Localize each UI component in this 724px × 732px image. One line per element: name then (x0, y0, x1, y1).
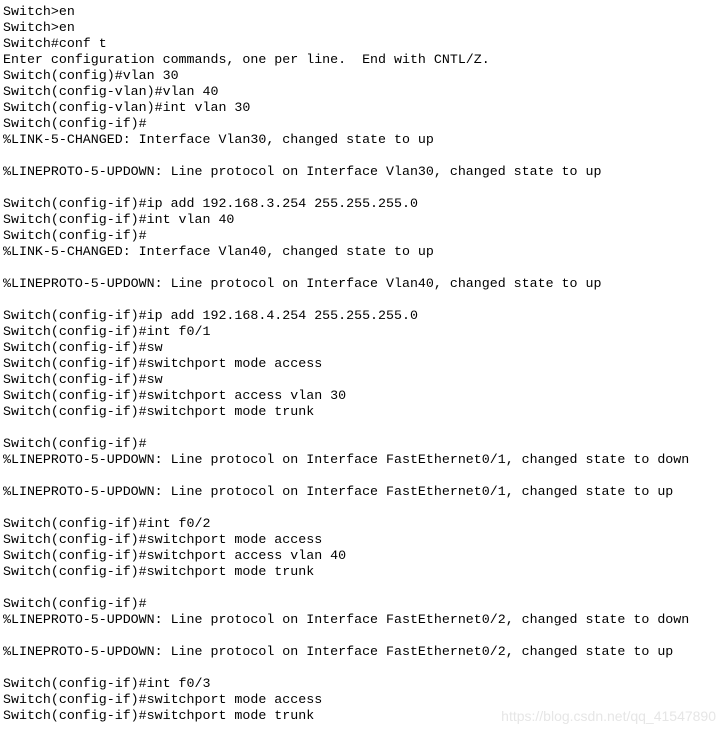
terminal-line: Switch(config-vlan)#int vlan 30 (3, 100, 251, 115)
terminal-line: Switch(config-if)#switchport access vlan 30 (3, 388, 347, 403)
watermark-url: https://blog.csdn.net/qq_41547890 (501, 708, 716, 724)
terminal-line (3, 660, 689, 676)
terminal-line: Switch(config-if)# (3, 228, 147, 243)
terminal-line (3, 500, 689, 516)
terminal-line: Switch(config-if)#switchport mode access (3, 692, 323, 707)
terminal-line: Switch(config-if)#switchport mode trunk (3, 404, 315, 419)
terminal-line: %LINK-5-CHANGED: Interface Vlan30, changed state to up (3, 132, 434, 147)
terminal-line: Switch(config-if)#int vlan 40 (3, 212, 235, 227)
terminal-line (3, 180, 689, 196)
terminal-line: %LINEPROTO-5-UPDOWN: Line protocol on Interface FastEthernet0/2, changed state to up (3, 644, 674, 659)
terminal-line: Switch>en (3, 20, 75, 35)
terminal-line: %LINK-5-CHANGED: Interface Vlan40, changed state to up (3, 244, 434, 259)
terminal-line: Switch#conf t (3, 36, 107, 51)
terminal-line: %LINEPROTO-5-UPDOWN: Line protocol on Interface Vlan30, changed state to up (3, 164, 602, 179)
terminal-line: Switch(config-if)#int f0/1 (3, 324, 211, 339)
terminal-line: Switch(config-if)# (3, 116, 147, 131)
terminal-line: Switch(config)#vlan 30 (3, 68, 179, 83)
terminal-line: Switch(config-if)#int f0/2 (3, 516, 211, 531)
terminal-line: Switch(config-if)# (3, 436, 147, 451)
terminal-line (3, 148, 689, 164)
terminal-line: Switch(config-if)#ip add 192.168.3.254 255.255.255.0 (3, 196, 418, 211)
terminal-line: Switch(config-if)#sw (3, 340, 163, 355)
terminal-line: Switch(config-if)#switchport access vlan 40 (3, 548, 347, 563)
terminal-line: %LINEPROTO-5-UPDOWN: Line protocol on Interface FastEthernet0/1, changed state to down (3, 452, 690, 467)
terminal-line: Switch(config-if)#int f0/3 (3, 676, 211, 691)
terminal-line: %LINEPROTO-5-UPDOWN: Line protocol on Interface FastEthernet0/1, changed state to up (3, 484, 674, 499)
terminal-line: Switch(config-if)#switchport mode access (3, 356, 323, 371)
terminal-line: Switch(config-if)#switchport mode access (3, 532, 323, 547)
terminal-line (3, 628, 689, 644)
terminal-line: Switch(config-if)# (3, 596, 147, 611)
cli-terminal-output[interactable] (3, 4, 689, 724)
terminal-line: %LINEPROTO-5-UPDOWN: Line protocol on Interface Vlan40, changed state to up (3, 276, 602, 291)
terminal-line: Switch>en (3, 4, 75, 19)
terminal-line: Switch(config-if)#sw (3, 372, 163, 387)
terminal-line: %LINEPROTO-5-UPDOWN: Line protocol on Interface FastEthernet0/2, changed state to down (3, 612, 690, 627)
terminal-line (3, 580, 689, 596)
terminal-line (3, 260, 689, 276)
terminal-line: Switch(config-if)#switchport mode trunk (3, 564, 315, 579)
terminal-line: Enter configuration commands, one per line. End with CNTL/Z. (3, 52, 490, 67)
terminal-line (3, 292, 689, 308)
terminal-line: Switch(config-if)#switchport mode trunk (3, 708, 315, 723)
terminal-line (3, 420, 689, 436)
terminal-line: Switch(config-if)#ip add 192.168.4.254 255.255.255.0 (3, 308, 418, 323)
terminal-line (3, 468, 689, 484)
terminal-line: Switch(config-vlan)#vlan 40 (3, 84, 219, 99)
